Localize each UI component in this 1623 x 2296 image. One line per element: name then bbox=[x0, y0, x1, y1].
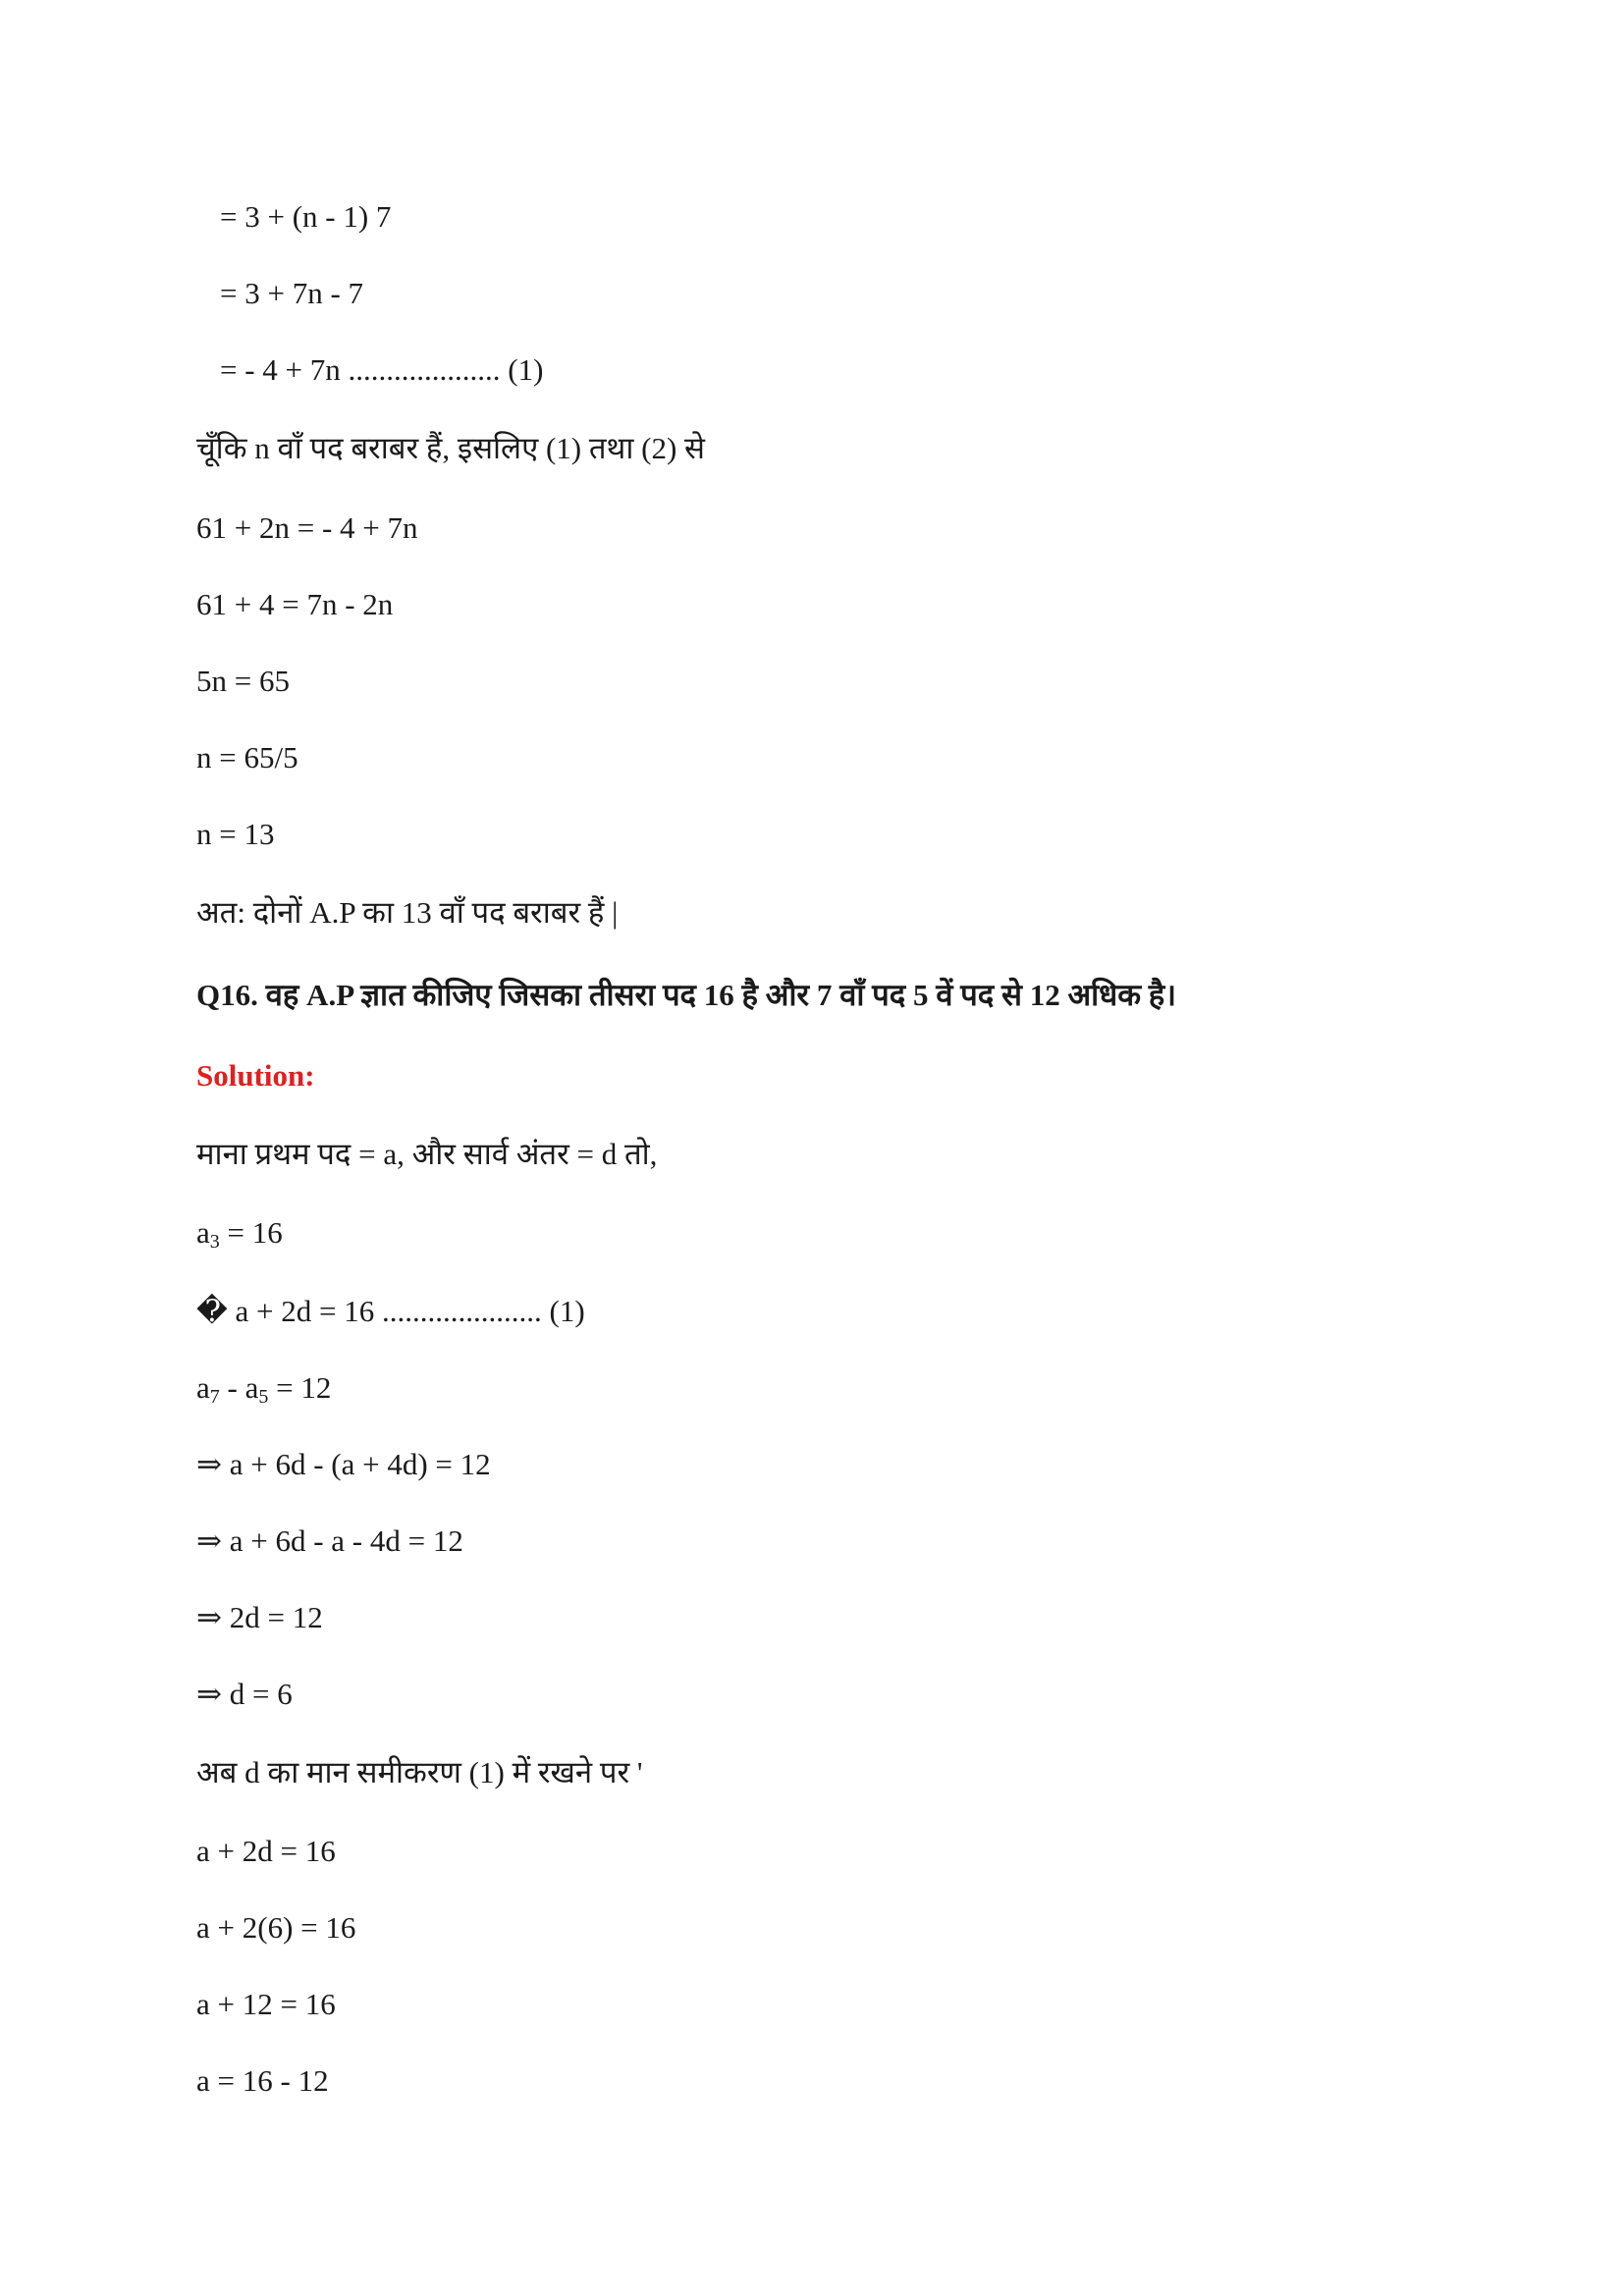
equation-line-5: 61 + 4 = 7n - 2n bbox=[196, 587, 394, 621]
equation-line-7: n = 65/5 bbox=[196, 740, 298, 774]
term-a7: a bbox=[196, 1370, 210, 1405]
equation-a7-a5 bbox=[196, 1368, 331, 1408]
equation-line-12: ⇒ 2d = 12 bbox=[196, 1600, 323, 1634]
subscript-5: 5 bbox=[258, 1386, 269, 1408]
equation-line-4: 61 + 2n = - 4 + 7n bbox=[196, 510, 418, 545]
equation-line-3: = - 4 + 7n .................... (1) bbox=[220, 352, 544, 387]
term-a: a bbox=[196, 1215, 210, 1250]
equation-line-13: ⇒ d = 6 bbox=[196, 1677, 293, 1711]
equation-line-15: a + 2(6) = 16 bbox=[196, 1910, 356, 1945]
equation-a3 bbox=[196, 1213, 283, 1253]
subscript-7: 7 bbox=[209, 1386, 220, 1408]
subscript-3: 3 bbox=[209, 1231, 220, 1253]
equation-line-17: a = 16 - 12 bbox=[196, 2063, 329, 2098]
assumption-text: माना प्रथम पद = a, और सार्व अंतर = d तो, bbox=[196, 1137, 658, 1171]
equation-line-6: 5n = 65 bbox=[196, 664, 290, 698]
question-16: Q16. वह A.P ज्ञात कीजिए जिसका तीसरा पद 16 है और 7 वाँ पद 5 वें पद से 12 अधिक है। bbox=[196, 978, 1177, 1012]
equation-line-8: n = 13 bbox=[196, 817, 275, 851]
solution-label: Solution: bbox=[196, 1058, 315, 1093]
equation-line-10: ⇒ a + 6d - (a + 4d) = 12 bbox=[196, 1447, 491, 1481]
equation-line-2: = 3 + 7n - 7 bbox=[220, 276, 364, 310]
equals-16: = 16 bbox=[219, 1215, 283, 1250]
equals-12: = 12 bbox=[268, 1370, 332, 1405]
conclusion-text: अत: दोनों A.P का 13 वाँ पद बराबर हैं | bbox=[196, 895, 619, 930]
explanation-text: चूँकि n वाँ पद बराबर हैं, इसलिए (1) तथा (2) से bbox=[196, 431, 705, 465]
equation-line-1: = 3 + (n - 1) 7 bbox=[220, 199, 392, 234]
equation-line-16: a + 12 = 16 bbox=[196, 1987, 336, 2021]
equation-line-14: a + 2d = 16 bbox=[196, 1834, 336, 1868]
substitution-text: अब d का मान समीकरण (1) में रखने पर ' bbox=[196, 1755, 643, 1789]
equation-line-9: � a + 2d = 16 ..................... (1) bbox=[196, 1294, 585, 1328]
minus-a: - a bbox=[219, 1370, 259, 1405]
equation-line-11: ⇒ a + 6d - a - 4d = 12 bbox=[196, 1523, 463, 1558]
